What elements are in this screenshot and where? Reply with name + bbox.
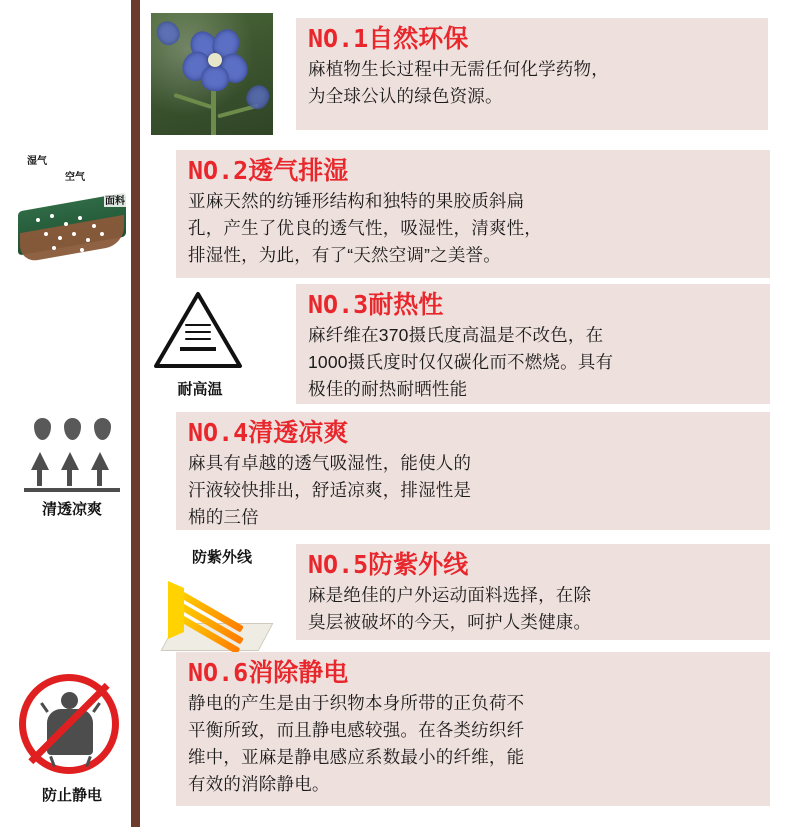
section-no6-line-1: 静电的产生是由于织物本身所带的正负荷不 bbox=[188, 693, 525, 713]
breathability-diagram bbox=[8, 150, 138, 270]
section-no5-text bbox=[296, 544, 770, 640]
section-no1-text bbox=[296, 18, 768, 130]
section-no3-line-3: 极佳的耐热耐晒性能 bbox=[308, 379, 468, 399]
section-no3-title: NO.3耐热性 bbox=[308, 290, 444, 319]
section-no3-text bbox=[296, 284, 770, 404]
section-no6-caption: 防止静电 bbox=[41, 787, 102, 804]
section-no1-line-2: 为全球公认的绿色资源。 bbox=[308, 86, 503, 106]
high-temperature-warning-icon bbox=[152, 290, 248, 399]
section-no2-title: NO.2透气排湿 bbox=[188, 156, 349, 185]
section-no2-text bbox=[176, 150, 770, 278]
section-no4-line-1: 麻具有卓越的透气吸湿性，能使人的 bbox=[188, 453, 472, 473]
section-no2-line-3: 排湿性，为此，有了“天然空调”之美誉。 bbox=[188, 245, 501, 265]
diagram-label-moisture: 湿气 bbox=[26, 152, 48, 167]
section-no6-text bbox=[176, 652, 770, 806]
anti-static-prohibition-icon bbox=[10, 672, 134, 805]
section-no3-caption: 耐高温 bbox=[177, 381, 223, 398]
diagram-label-air: 空气 bbox=[64, 168, 86, 183]
section-no3-line-1: 麻纤维在370摄氏度高温是不改色，在 bbox=[308, 325, 604, 345]
uv-protection-icon bbox=[162, 546, 282, 663]
triangle-outline-icon bbox=[152, 290, 244, 370]
section-no6-title: NO.6消除静电 bbox=[188, 658, 349, 687]
diagram-label-fabric: 面料 bbox=[104, 192, 126, 207]
flax-flower-photo bbox=[148, 10, 276, 138]
section-no3-line-2: 1000摄氏度时仅仅碳化而不燃烧。具有 bbox=[308, 352, 614, 372]
section-no6-line-4: 有效的消除静电。 bbox=[188, 774, 330, 794]
section-no4-line-3: 棉的三倍 bbox=[188, 507, 259, 527]
moisture-wicking-icon bbox=[18, 418, 126, 519]
section-no5-caption: 防紫外线 bbox=[191, 549, 252, 566]
section-no1-line-1: 麻植物生长过程中无需任何化学药物， bbox=[308, 59, 609, 79]
section-no2-line-2: 孔，产生了优良的透气性，吸湿性，清爽性， bbox=[188, 218, 542, 238]
section-no4-title: NO.4清透凉爽 bbox=[188, 418, 349, 447]
section-no4-line-2: 汗液较快排出，舒适凉爽，排湿性是 bbox=[188, 480, 472, 500]
section-no4-caption: 清透凉爽 bbox=[41, 501, 102, 518]
section-no2-line-1: 亚麻天然的纺锤形结构和独特的果胶质斜扁 bbox=[188, 191, 525, 211]
section-no5-line-2: 臭层被破坏的今天，呵护人类健康。 bbox=[308, 612, 592, 632]
section-no1-title: NO.1自然环保 bbox=[308, 24, 469, 53]
section-no5-line-1: 麻是绝佳的户外运动面料选择，在除 bbox=[308, 585, 592, 605]
section-no5-title: NO.5防紫外线 bbox=[308, 550, 469, 579]
section-no4-text bbox=[176, 412, 770, 530]
section-no6-line-2: 平衡所致，而且静电感较强。在各类纺织纤 bbox=[188, 720, 525, 740]
section-no6-line-3: 维中，亚麻是静电感应系数最小的纤维，能 bbox=[188, 747, 525, 767]
